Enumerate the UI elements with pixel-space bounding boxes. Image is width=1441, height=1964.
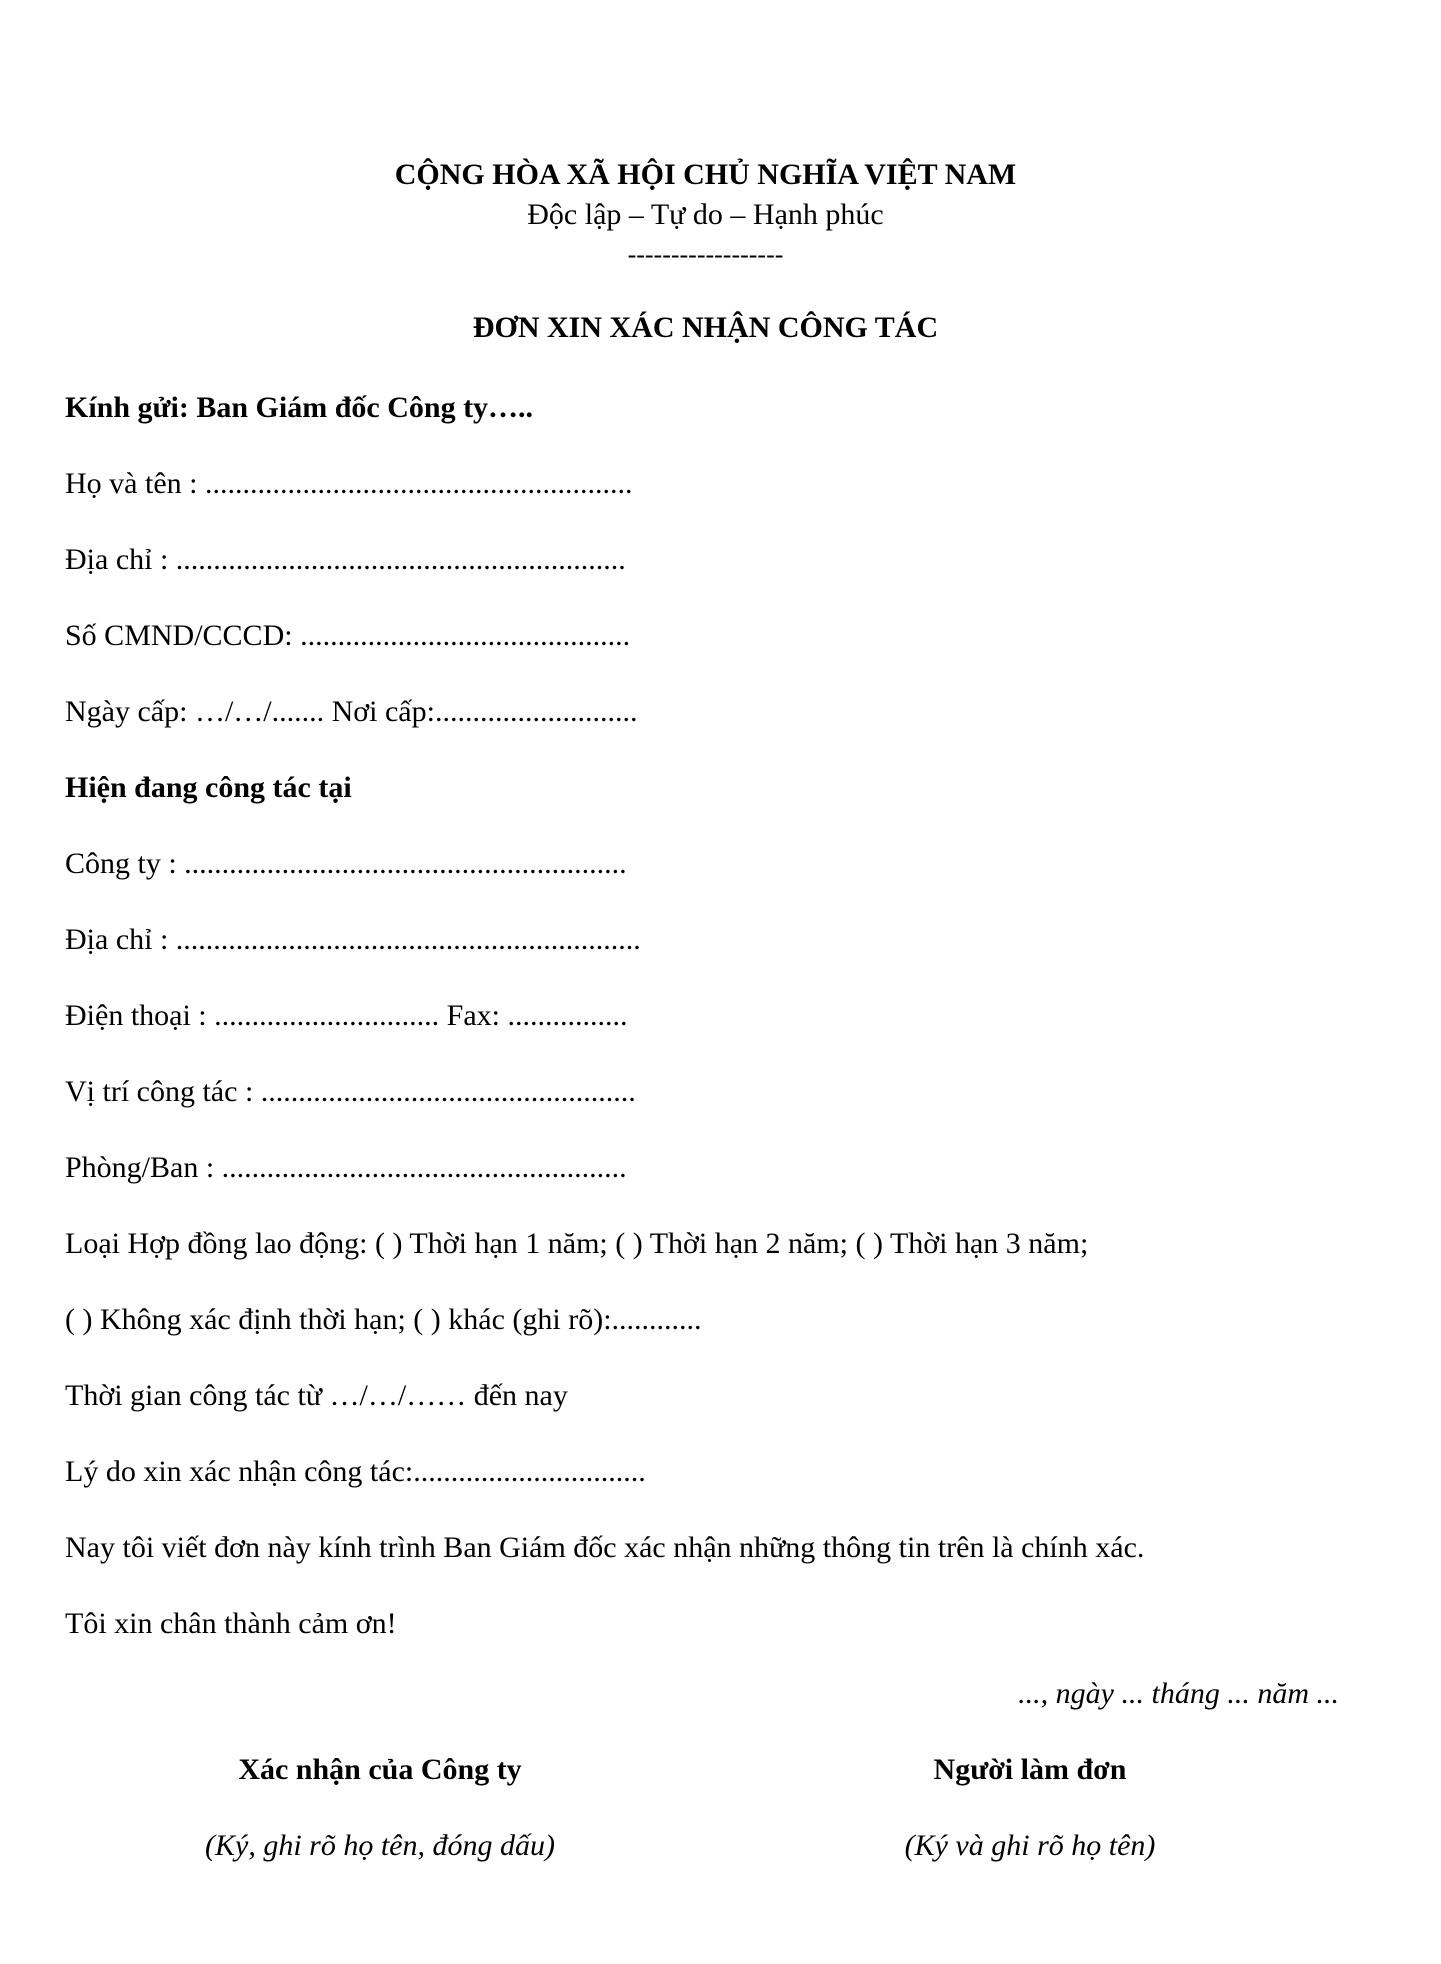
company-confirmation-title: Xác nhận của Công ty [238,1753,522,1786]
company-signature-note: (Ký, ghi rõ họ tên, đóng dấu) [205,1829,555,1862]
company-address-field: Địa chỉ : .............................................................. [65,923,641,956]
issue-date-place-field: Ngày cấp: …/…/....... Nơi cấp:........................... [65,695,638,728]
company-field: Công ty : ........................................................... [65,847,627,880]
closing-statement: Nay tôi viết đơn này kính trình Ban Giám đốc xác nhận những thông tin trên là chính xác. [65,1531,1145,1564]
id-number-field: Số CMND/CCCD: ............................................ [65,619,631,652]
phone-fax-field: Điện thoại : .............................. Fax: ................ [65,999,628,1032]
date-line: ..., ngày ... tháng ... năm ... [1018,1677,1339,1710]
department-field: Phòng/Ban : ...................................................... [65,1151,627,1184]
thanks-line: Tôi xin chân thành cảm ơn! [65,1607,397,1640]
motto: Độc lập – Tự do – Hạnh phúc [527,198,884,231]
work-duration-field: Thời gian công tác từ …/…/…… đến nay [65,1379,568,1412]
document-title: ĐƠN XIN XÁC NHẬN CÔNG TÁC [472,311,939,344]
work-section-heading: Hiện đang công tác tại [65,771,352,804]
applicant-signature-note: (Ký và ghi rõ họ tên) [904,1829,1156,1862]
contract-type-line-1: Loại Hợp đồng lao động: ( ) Thời hạn 1 năm; ( ) Thời hạn 2 năm; ( ) Thời hạn 3 năm; [65,1227,1089,1260]
position-field: Vị trí công tác : .................................................. [65,1075,636,1108]
recipient-line: Kính gửi: Ban Giám đốc Công ty….. [65,391,534,424]
header-divider: ------------------ [627,240,784,269]
contract-type-line-2: ( ) Không xác định thời hạn; ( ) khác (ghi rõ):............ [65,1303,702,1336]
personal-address-field: Địa chỉ : ............................................................ [65,543,626,576]
full-name-field: Họ và tên : ......................................................... [65,467,633,500]
reason-field: Lý do xin xác nhận công tác:............................... [65,1455,646,1488]
nation-header: CỘNG HÒA XÃ HỘI CHỦ NGHĨA VIỆT NAM [394,158,1017,191]
applicant-title: Người làm đơn [933,1753,1127,1786]
